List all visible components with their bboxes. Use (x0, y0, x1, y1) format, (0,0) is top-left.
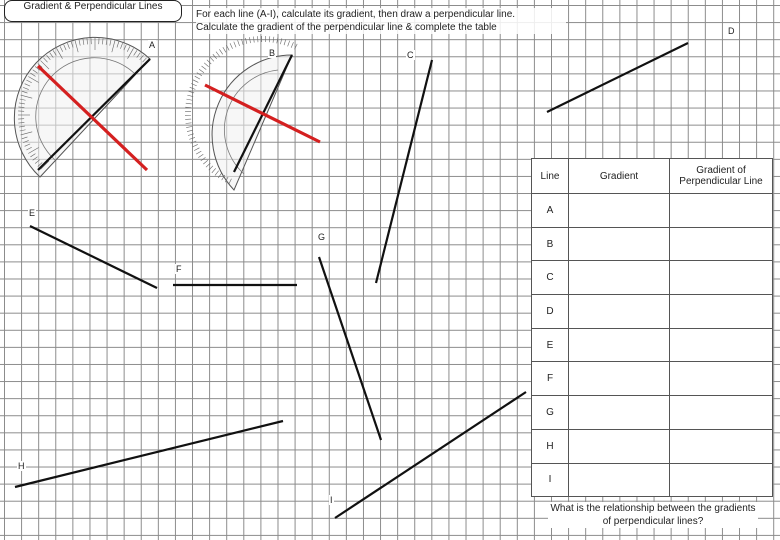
instructions (196, 8, 566, 34)
protractor-tick (197, 73, 202, 76)
label-h: H (18, 461, 25, 471)
protractor-tick (186, 99, 192, 100)
row-label: I (532, 463, 569, 497)
protractor-tick (230, 43, 233, 48)
protractor-tick (209, 166, 213, 170)
gradient-cell[interactable] (569, 328, 670, 362)
table-row (532, 463, 773, 497)
gradient-cell[interactable] (569, 194, 670, 228)
protractor-tick (213, 54, 217, 59)
line-i (335, 392, 526, 518)
row-label: A (532, 194, 569, 228)
table-row (532, 261, 773, 295)
table-row (532, 194, 773, 228)
line-h (15, 421, 283, 487)
table-row (532, 362, 773, 396)
protractor-tick (277, 37, 278, 43)
header-perpendicular-gradient: Gradient of Perpendicular Line (670, 159, 773, 194)
protractor-tick (204, 63, 209, 67)
protractor-tick (219, 49, 222, 54)
protractor-tick (199, 69, 204, 72)
label-b: B (269, 48, 276, 58)
protractor-tick (186, 103, 192, 104)
table-row (532, 227, 773, 261)
perpendicular-gradient-cell[interactable] (670, 429, 773, 463)
title-text: Gradient & Perpendicular Lines (23, 1, 163, 12)
protractor-tick (207, 60, 211, 64)
gradient-cell[interactable] (569, 295, 670, 329)
protractor-tick (186, 127, 192, 128)
worksheet-title (4, 0, 182, 22)
protractor-tick (269, 36, 270, 42)
protractor-tick (218, 173, 221, 178)
protractor-tick (284, 39, 286, 45)
protractor-tick (273, 37, 274, 43)
protractor-tick (193, 80, 198, 83)
perpendicular-gradient-cell[interactable] (670, 261, 773, 295)
protractor-tick (202, 66, 207, 70)
protractor-tick (201, 157, 206, 161)
perpendicular-gradient-cell[interactable] (670, 194, 773, 228)
protractor-b (185, 36, 297, 190)
protractor-tick (253, 37, 254, 43)
perpendicular-gradient-cell[interactable] (670, 328, 773, 362)
table-row (532, 328, 773, 362)
protractor-tick (215, 171, 219, 176)
line-g (319, 257, 381, 440)
relationship-question: What is the relationship between the gradients of perpendicular lines? (548, 502, 758, 528)
protractor-tick (203, 160, 208, 164)
answer-table (531, 158, 773, 497)
protractor-tick (188, 91, 194, 93)
protractor-tick (192, 144, 197, 147)
instruction-line-2: Calculate the gradient of the perpendicular line & complete the table (196, 22, 497, 33)
protractor-tick (190, 87, 196, 89)
row-label: C (532, 261, 569, 295)
row-label: E (532, 328, 569, 362)
protractor-tick (185, 107, 191, 108)
line-e (30, 226, 157, 288)
table-header-row (532, 159, 773, 194)
label-a: A (149, 40, 156, 50)
protractor-tick (194, 148, 199, 151)
label-c: C (407, 50, 414, 60)
row-label: D (532, 295, 569, 329)
protractor-tick (249, 37, 250, 43)
protractor-tick (238, 40, 240, 46)
header-line: Line (532, 159, 569, 194)
protractor-tick (188, 134, 194, 136)
protractor-tick (191, 84, 197, 86)
gradient-cell[interactable] (569, 362, 670, 396)
protractor-tick (295, 44, 298, 49)
instruction-line-1: For each line (A-I), calculate its gradient, then draw a perpendicular line. (196, 9, 516, 20)
perpendicular-gradient-cell[interactable] (670, 227, 773, 261)
header-gradient: Gradient (569, 159, 670, 194)
protractor-tick (196, 151, 201, 154)
table-row (532, 429, 773, 463)
table-row (532, 295, 773, 329)
protractor-tick (187, 95, 193, 96)
protractor-tick (280, 38, 281, 44)
line-d (547, 43, 688, 112)
perpendicular-gradient-cell[interactable] (670, 362, 773, 396)
perpendicular-gradient-cell[interactable] (670, 295, 773, 329)
protractor-tick (186, 123, 192, 124)
perpendicular-gradient-cell[interactable] (670, 463, 773, 497)
gradient-cell[interactable] (569, 463, 670, 497)
protractor-tick (245, 38, 246, 44)
protractor-tick (288, 41, 290, 47)
gradient-cell[interactable] (569, 429, 670, 463)
protractor-tick (206, 163, 210, 167)
row-label: H (532, 429, 569, 463)
protractor-tick (242, 39, 244, 45)
protractor-tick (223, 47, 226, 52)
row-label: B (532, 227, 569, 261)
protractor-tick (212, 168, 216, 173)
gradient-cell[interactable] (569, 227, 670, 261)
protractor-tick (189, 137, 195, 139)
table-row (532, 396, 773, 430)
protractor-tick (234, 42, 236, 48)
label-d: D (728, 26, 735, 36)
protractor-tick (216, 52, 220, 57)
protractor-tick (187, 130, 193, 131)
line-c (376, 60, 432, 283)
protractor-tick (198, 154, 203, 157)
protractor-tick (226, 45, 229, 50)
protractor-tick (191, 141, 197, 143)
perpendicular-gradient-cell[interactable] (670, 396, 773, 430)
label-i: I (330, 495, 333, 505)
protractor-tick (195, 76, 200, 79)
gradient-cell[interactable] (569, 261, 670, 295)
row-label: G (532, 396, 569, 430)
protractor-tick (210, 57, 214, 61)
row-label: F (532, 362, 569, 396)
gradient-cell[interactable] (569, 396, 670, 430)
label-f: F (176, 264, 182, 274)
protractor-tick (291, 42, 293, 48)
label-e: E (29, 208, 36, 218)
label-g: G (318, 232, 326, 242)
